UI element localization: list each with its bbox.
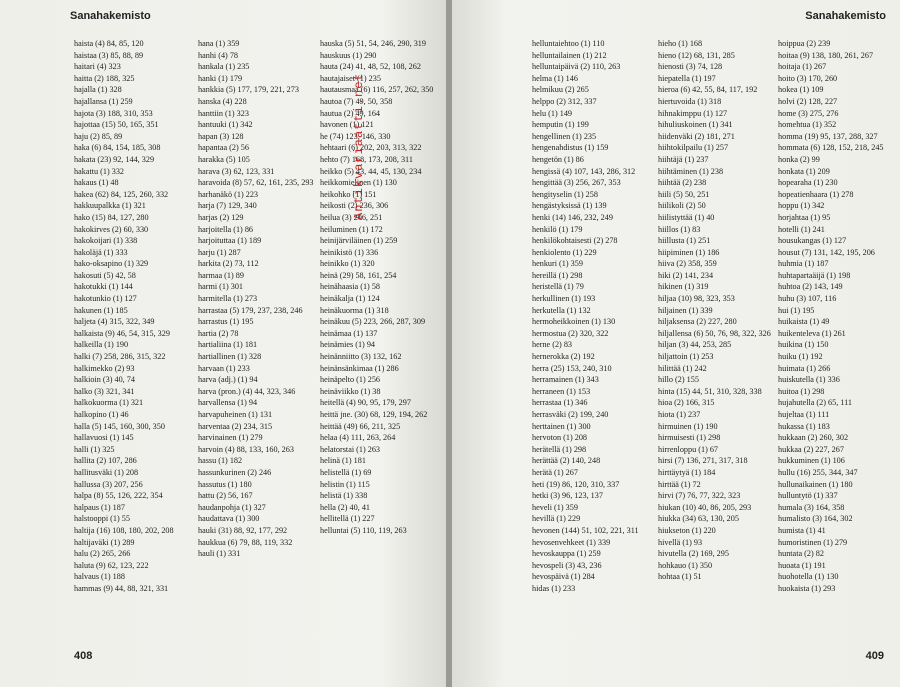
index-entry: hujeltaa (1) 111 (778, 410, 830, 419)
index-entry: herätellä (1) 298 (532, 444, 587, 454)
index-entry: hirrenloppu (1) 67 (658, 444, 719, 454)
index-entry: hiili (5) 50, 251 (658, 189, 710, 199)
index-entry: hiiva (2) 358, 359 (658, 259, 717, 269)
index-entry: hiukka (34) 63, 130, 205 (658, 514, 739, 524)
index-entry: hakata (23) 92, 144, 329 (74, 154, 155, 164)
index-entry: heinijärviläinen (1) 259 (320, 236, 398, 246)
index-entry: hehto (7) 168, 173, 208, 311 (320, 154, 413, 164)
index-entry: heilua (3) 206, 251 (320, 212, 383, 222)
index-entry: hiidenväki (2) 181, 271 (658, 131, 735, 141)
index-entry: halkokuorma (1) 321 (74, 398, 144, 408)
page-number-right: 409 (865, 650, 884, 662)
index-entry: hoitaja (1) 267 (778, 62, 827, 72)
index-entry: homma (19) 95, 137, 288, 327 (778, 131, 878, 141)
index-entry: heinäkalja (1) 124 (320, 294, 380, 304)
index-entry: heveli (1) 359 (532, 502, 578, 512)
index-entry: hehtaari (6) 202, 203, 313, 322 (320, 143, 422, 153)
index-entry: hirsi (7) 136, 271, 317, 318 (658, 456, 748, 466)
index-entry: helmikuu (2) 265 (532, 85, 589, 95)
index-entry: heikkomielinen (1) 130 (320, 178, 397, 188)
index-entry: heikosti (2) 236, 306 (320, 201, 389, 211)
index-entry: hullu (16) 255, 344, 347 (778, 467, 858, 477)
index-entry: hengästyksissä (1) 139 (532, 201, 607, 211)
index-entry: hopeatienhaara (1) 278 (778, 189, 854, 199)
index-entry: herrasväki (2) 199, 240 (532, 410, 609, 419)
index-entry: haju (2) 85, 89 (74, 131, 123, 141)
index-entry: hauli (1) 331 (198, 549, 241, 559)
index-entry: hevoskauppa (1) 259 (532, 549, 601, 559)
index-entry: hirmuinen (1) 190 (658, 421, 718, 431)
index-entry: hermostua (2) 320, 322 (532, 328, 609, 338)
index-entry: herne (2) 83 (532, 340, 573, 350)
index-entry: harkita (2) 73, 112 (198, 259, 259, 269)
index-entry: hienosti (3) 74, 128 (658, 62, 723, 72)
index-entry: helluntaiehtoo (1) 110 (532, 39, 605, 48)
index-entry: hereillä (1) 298 (532, 270, 583, 280)
index-entry: heti (19) 86, 120, 310, 337 (532, 479, 620, 489)
index-entry: housukangas (1) 127 (778, 236, 847, 246)
index-entry: hallita (2) 107, 286 (74, 456, 137, 466)
index-entry: hassunkurinen (2) 246 (198, 467, 272, 477)
index-entry: hautausmaa (6) 116, 257, 262, 350 (320, 85, 434, 95)
index-entry: honkata (1) 209 (778, 166, 830, 176)
index-entry: halpaus (1) 187 (74, 502, 125, 512)
index-entry: herrastaa (1) 346 (532, 398, 588, 408)
index-entry: hiepatella (1) 197 (658, 73, 716, 83)
index-entry: hakaus (1) 48 (74, 178, 119, 188)
index-entry: herättää (2) 140, 248 (532, 456, 601, 466)
index-entry: helistä (1) 338 (320, 491, 368, 501)
index-entry: haudanpohja (1) 327 (198, 502, 266, 512)
index-entry: heinä (29) 58, 161, 254 (320, 270, 397, 280)
index-entry: hellitellä (1) 227 (320, 514, 375, 524)
index-entry: hioa (2) 166, 315 (658, 398, 715, 408)
index-entry: halla (5) 145, 160, 300, 350 (74, 421, 165, 431)
index-entry: haravoida (8) 57, 62, 161, 235, 293 (198, 178, 314, 188)
index-entry: haitta (2) 188, 325 (74, 73, 135, 83)
index-entry: heinänsänkimaa (1) 286 (320, 363, 399, 373)
index-entry: hopearaha (1) 230 (778, 178, 838, 188)
index-column-6 (778, 38, 896, 595)
index-entry: hidas (1) 233 (532, 583, 576, 593)
index-entry: harventaa (2) 234, 315 (198, 421, 273, 431)
index-entry: hengittää (3) 256, 267, 353 (532, 178, 621, 188)
index-entry: halkaista (9) 46, 54, 315, 329 (74, 328, 170, 338)
index-entry: huitoa (1) 298 (778, 386, 825, 396)
running-head-right: Sanahakemisto (805, 10, 886, 22)
index-entry: hukkaa (2) 227, 267 (778, 444, 844, 454)
index-entry: heikko (5) 43, 44, 45, 130, 234 (320, 166, 422, 176)
index-entry: humoristinen (1) 279 (778, 537, 848, 547)
index-entry: heinikistö (1) 336 (320, 247, 379, 257)
index-entry: hinta (15) 44, 51, 310, 328, 338 (658, 386, 762, 396)
index-entry: helppo (2) 312, 337 (532, 96, 597, 106)
index-entry: harrastaa (5) 179, 237, 238, 246 (198, 305, 303, 315)
index-entry: hanttiin (1) 323 (198, 108, 249, 118)
index-entry: helluntai (5) 110, 119, 263 (320, 525, 407, 535)
right-page (452, 0, 900, 687)
index-entry: hajottaa (15) 50, 165, 351 (74, 120, 159, 130)
index-entry: humista (1) 41 (778, 525, 826, 535)
index-entry: hartiallinen (1) 328 (198, 352, 262, 362)
index-entry: halko (3) 321, 341 (74, 386, 135, 396)
index-entry: hiljaa (10) 98, 323, 353 (658, 294, 735, 304)
index-entry: hoito (3) 170, 260 (778, 73, 838, 83)
index-entry: harvinainen (1) 279 (198, 433, 263, 443)
index-entry: hantuuki (1) 342 (198, 120, 253, 130)
index-entry: harjas (2) 129 (198, 212, 244, 222)
index-entry: hihnakimppu (1) 127 (658, 108, 728, 118)
index-entry: herraneen (1) 153 (532, 386, 591, 396)
index-entry: hiilikoli (2) 50 (658, 201, 706, 211)
index-entry: helaa (4) 111, 263, 264 (320, 433, 396, 443)
index-entry: harhanäkö (1) 223 (198, 189, 259, 199)
index-entry: huikaista (1) 49 (778, 317, 830, 327)
index-entry: hoppu (1) 342 (778, 201, 825, 211)
index-entry: halli (1) 325 (74, 444, 115, 454)
index-entry: huikina (1) 150 (778, 340, 829, 350)
index-entry: hukkaan (2) 260, 302 (778, 433, 849, 443)
index-entry: herra (25) 153, 240, 310 (532, 363, 612, 373)
index-entry: harava (3) 62, 123, 331 (198, 166, 275, 176)
index-entry: harrastus (1) 195 (198, 317, 254, 327)
index-entry: halkeilla (1) 190 (74, 340, 129, 350)
index-entry: hengenahdistus (1) 159 (532, 143, 609, 153)
index-entry: hartialiina (1) 181 (198, 340, 258, 350)
index-entry: harmi (1) 301 (198, 282, 244, 292)
index-entry: haitari (4) 323 (74, 62, 121, 72)
index-column-1 (74, 38, 192, 595)
index-entry: harja (7) 129, 340 (198, 201, 257, 211)
index-entry: hirvi (7) 76, 77, 322, 323 (658, 491, 741, 501)
index-entry: heinäkuu (5) 223, 266, 287, 309 (320, 317, 426, 327)
index-entry: helma (1) 146 (532, 73, 578, 83)
index-entry: harmitella (1) 273 (198, 294, 258, 304)
index-entry: huimata (1) 266 (778, 363, 831, 373)
index-entry: haista (4) 84, 85, 120 (74, 39, 144, 48)
index-entry: haljeta (4) 315, 322, 349 (74, 317, 155, 327)
index-entry: hevospäivä (1) 284 (532, 572, 595, 582)
index-entry: huhmia (1) 187 (778, 259, 829, 269)
index-entry: hirmuisesti (1) 298 (658, 433, 721, 443)
index-column-5 (658, 38, 776, 583)
index-entry: heinämies (1) 94 (320, 340, 376, 350)
index-entry: hakokoijari (1) 338 (74, 236, 138, 246)
index-entry: hiihtäjä (1) 237 (658, 154, 709, 164)
index-entry: hiljattoin (1) 253 (658, 352, 714, 362)
index-entry: halpa (8) 55, 126, 222, 354 (74, 491, 163, 501)
index-entry: helistin (1) 115 (320, 479, 370, 489)
left-page (0, 0, 448, 687)
index-entry: hengityselin (1) 258 (532, 189, 598, 199)
index-entry: heinäkuorma (1) 318 (320, 305, 389, 315)
index-entry: hiertuvoida (1) 318 (658, 96, 722, 106)
index-entry: hirttää (1) 72 (658, 479, 701, 489)
index-entry: heinikko (1) 320 (320, 259, 375, 269)
index-entry: henki (14) 146, 232, 249 (532, 212, 613, 222)
index-entry: hui (1) 195 (778, 305, 815, 315)
index-entry: holvi (2) 128, 227 (778, 96, 838, 106)
index-entry: hauta (24) 41, 48, 52, 108, 262 (320, 62, 421, 72)
index-entry: henkiolento (1) 229 (532, 247, 597, 257)
index-entry: hapan (3) 128 (198, 131, 244, 141)
index-entry: hakea (62) 84, 125, 260, 332 (74, 189, 169, 199)
index-entry: heristellä (1) 79 (532, 282, 584, 292)
index-entry: hiljainen (1) 339 (658, 305, 713, 315)
index-entry: heinäpelto (1) 256 (320, 375, 381, 385)
index-entry: hiukseton (1) 220 (658, 525, 716, 535)
index-entry: hautua (2) 49, 164 (320, 108, 381, 118)
index-entry: hiota (1) 237 (658, 410, 701, 419)
index-entry: halvaus (1) 188 (74, 572, 125, 582)
index-entry: helluntailainen (1) 212 (532, 50, 607, 60)
index-entry: hetki (3) 96, 123, 137 (532, 491, 603, 501)
index-entry: hauska (5) 51, 54, 246, 290, 319 (320, 39, 426, 48)
index-entry: hivellä (1) 93 (658, 537, 703, 547)
index-entry: hujahutella (2) 65, 111 (778, 398, 852, 408)
index-column-3 (320, 38, 438, 537)
index-entry: hattu (2) 56, 167 (198, 491, 253, 501)
index-entry: huoata (1) 191 (778, 560, 826, 570)
index-entry: haka (6) 84, 154, 185, 308 (74, 143, 161, 153)
index-entry: hallavuosi (1) 145 (74, 433, 134, 443)
index-entry: hakosuti (5) 42, 58 (74, 270, 136, 280)
index-entry: helluntaipäivä (2) 110, 263 (532, 62, 621, 72)
index-entry: huiku (1) 192 (778, 352, 823, 362)
index-entry: harva (pron.) (4) 44, 323, 346 (198, 386, 296, 396)
index-entry: hakotunkio (1) 127 (74, 294, 137, 304)
index-entry: haltijaväki (1) 289 (74, 537, 135, 547)
index-entry: hilittää (1) 242 (658, 363, 707, 373)
index-entry: hivutella (2) 169, 295 (658, 549, 729, 559)
index-entry: harvoin (4) 88, 133, 160, 263 (198, 444, 294, 454)
index-entry: hernerokka (2) 192 (532, 352, 595, 362)
index-entry: hajallansa (1) 259 (74, 96, 133, 106)
index-entry: hiipiminen (1) 186 (658, 247, 720, 257)
index-entry: halki (7) 258, 286, 315, 322 (74, 352, 166, 362)
index-entry: halkimekko (2) 93 (74, 363, 135, 373)
index-entry: huntata (2) 82 (778, 549, 824, 559)
index-entry: haistaa (3) 85, 88, 89 (74, 50, 144, 60)
index-entry: hiljallensa (6) 50, 76, 98, 322, 326 (658, 328, 771, 338)
index-entry: honka (2) 99 (778, 154, 820, 164)
index-entry: hakunen (1) 185 (74, 305, 128, 315)
index-column-4 (532, 38, 650, 595)
index-entry: hautajaiset (1) 235 (320, 73, 381, 83)
index-entry: hajota (3) 188, 310, 353 (74, 108, 153, 118)
index-entry: halstooppi (1) 55 (74, 514, 130, 524)
index-entry: hiilistyttää (1) 40 (658, 212, 715, 222)
index-entry: hermoheikkoinen (1) 130 (532, 317, 616, 327)
index-entry: helatorstai (1) 263 (320, 444, 381, 454)
index-entry: hakkuupalkka (1) 321 (74, 201, 146, 211)
index-entry: humala (3) 164, 358 (778, 502, 845, 512)
index-entry: home (3) 275, 276 (778, 108, 839, 118)
index-entry: herkutella (1) 132 (532, 305, 591, 315)
index-entry: hohkauo (1) 350 (658, 560, 713, 570)
index-entry: hoippua (2) 239 (778, 39, 831, 48)
index-entry: hassu (1) 182 (198, 456, 243, 466)
index-entry: hiihtokilpailu (1) 257 (658, 143, 729, 153)
index-entry: heinähaasia (1) 58 (320, 282, 381, 292)
index-entry: heinämaa (1) 137 (320, 328, 378, 338)
index-entry: harjoitella (1) 86 (198, 224, 254, 234)
index-entry: hengetön (1) 86 (532, 154, 584, 164)
index-entry: haluta (9) 62, 123, 222 (74, 560, 149, 570)
index-entry: henkilökohtaisesti (2) 278 (532, 236, 618, 246)
index-entry: herätä (1) 267 (532, 467, 578, 477)
index-entry: heiluminen (1) 172 (320, 224, 383, 234)
index-entry: henkilö (1) 179 (532, 224, 583, 234)
index-entry: harmaa (1) 89 (198, 270, 244, 280)
index-entry: hiihtäminen (1) 238 (658, 166, 724, 176)
index-entry: hakokirves (2) 60, 330 (74, 224, 149, 234)
index-entry: huokaista (1) 293 (778, 583, 836, 593)
index-entry: hemputin (1) 199 (532, 120, 589, 130)
index-entry: hartia (2) 78 (198, 328, 239, 338)
index-entry: huiskutella (1) 336 (778, 375, 840, 385)
index-entry: hengellinen (1) 235 (532, 131, 597, 141)
index-column-2 (198, 38, 316, 560)
index-entry: haudattava (1) 300 (198, 514, 260, 524)
index-entry: humalisto (3) 164, 302 (778, 514, 853, 524)
index-entry: huhtoa (2) 143, 149 (778, 282, 843, 292)
index-entry: hevillä (1) 229 (532, 514, 581, 524)
index-entry: heinäviikko (1) 38 (320, 386, 381, 396)
index-entry: hauskuus (1) 290 (320, 50, 377, 60)
index-entry: huhtapartaäijä (1) 198 (778, 270, 851, 280)
index-entry: herkullinen (1) 193 (532, 294, 596, 304)
index-entry: hieroa (6) 42, 55, 84, 117, 192 (658, 85, 758, 95)
index-entry: helistellä (1) 69 (320, 467, 372, 477)
index-entry: halu (2) 265, 266 (74, 549, 131, 559)
index-entry: heitellä (4) 90, 95, 179, 297 (320, 398, 411, 408)
index-entry: hieno (12) 68, 131, 285 (658, 50, 735, 60)
index-entry: housut (7) 131, 142, 195, 206 (778, 247, 875, 257)
index-entry: hakotukki (1) 144 (74, 282, 133, 292)
index-entry: hirttäytyä (1) 184 (658, 467, 716, 477)
index-entry: hallussa (3) 207, 256 (74, 479, 143, 489)
index-entry: hanska (4) 228 (198, 96, 247, 106)
index-entry: harvaan (1) 233 (198, 363, 250, 373)
index-entry: harvallensa (1) 94 (198, 398, 258, 408)
index-entry: hotelli (1) 241 (778, 224, 825, 234)
index-entry: hana (1) 359 (198, 39, 240, 48)
index-entry: hankala (1) 235 (198, 62, 250, 72)
index-entry: hiihtää (2) 238 (658, 178, 707, 188)
index-entry: homehtua (1) 352 (778, 120, 837, 130)
index-entry: hihuliuskoinen (1) 341 (658, 120, 733, 130)
index-entry: harakka (5) 105 (198, 154, 250, 164)
index-entry: huhu (3) 107, 116 (778, 294, 837, 304)
index-entry: herttainen (1) 300 (532, 421, 591, 431)
index-entry: harvapuheinen (1) 131 (198, 410, 273, 419)
watermark: Antikvariaatti.net (352, 72, 366, 220)
index-entry: hakattu (1) 332 (74, 166, 125, 176)
index-entry: hallitusväki (1) 208 (74, 467, 139, 477)
index-entry: hevosenvehkeet (1) 339 (532, 537, 611, 547)
index-entry: hanki (1) 179 (198, 73, 243, 83)
index-entry: hassutus (1) 180 (198, 479, 252, 489)
index-entry: hervoton (1) 208 (532, 433, 588, 443)
index-entry: harju (1) 287 (198, 247, 241, 257)
index-entry: hankkia (5) 177, 179, 221, 273 (198, 85, 299, 95)
index-entry: helinä (1) 181 (320, 456, 366, 466)
index-entry: horjahtaa (1) 95 (778, 212, 831, 222)
index-entry: haltija (16) 108, 180, 202, 208 (74, 525, 174, 535)
index-entry: hako (15) 84, 127, 280 (74, 212, 149, 222)
index-entry: henkuri (1) 359 (532, 259, 583, 269)
index-entry: hoitaa (9) 138, 180, 261, 267 (778, 50, 874, 60)
index-entry: hiljaksensa (2) 227, 280 (658, 317, 737, 327)
index-entry: hapantaa (2) 56 (198, 143, 249, 153)
index-entry: hevospeli (3) 43, 236 (532, 560, 602, 570)
index-entry: hokea (1) 109 (778, 85, 824, 95)
index-entry: hajalla (1) 328 (74, 85, 122, 95)
index-entry: harva (adj.) (1) 94 (198, 375, 258, 385)
index-entry: hiljan (3) 44, 253, 285 (658, 340, 732, 350)
index-entry: heikohko (1) 151 (320, 189, 377, 199)
index-entry: haukkua (6) 79, 88, 119, 332 (198, 537, 293, 547)
index-entry: hukkuminen (1) 106 (778, 456, 845, 466)
index-entry: hiillusta (1) 251 (658, 236, 711, 246)
index-entry: hauki (31) 88, 92, 177, 292 (198, 525, 288, 535)
index-entry: hiukan (10) 40, 86, 205, 293 (658, 502, 752, 512)
index-entry: havonen (1) 121 (320, 120, 374, 130)
index-entry: hiillos (1) 83 (658, 224, 701, 234)
index-entry: huikenteleva (1) 261 (778, 328, 846, 338)
index-entry: heinänniitto (3) 132, 162 (320, 352, 402, 362)
index-entry: hullunaikainen (1) 180 (778, 479, 853, 489)
index-entry: halkopino (1) 46 (74, 410, 129, 419)
index-entry: hako-oksapino (1) 329 (74, 259, 149, 269)
index-entry: huohotella (1) 130 (778, 572, 839, 582)
index-entry: hengissä (4) 107, 143, 286, 312 (532, 166, 636, 176)
page-number-left: 408 (74, 650, 93, 662)
index-entry: hommata (6) 128, 152, 218, 245 (778, 143, 884, 153)
index-entry: hukassa (1) 183 (778, 421, 830, 431)
index-entry: halkioin (3) 40, 74 (74, 375, 135, 385)
index-entry: hella (2) 40, 41 (320, 502, 371, 512)
index-entry: hanhi (4) 78 (198, 50, 239, 60)
index-entry: he (74) 123, 146, 330 (320, 131, 391, 141)
index-entry: hautoa (7) 49, 50, 358 (320, 96, 393, 106)
index-entry: hammas (9) 44, 88, 321, 331 (74, 583, 169, 593)
index-entry: hakoläjä (1) 333 (74, 247, 128, 257)
index-entry: hieho (1) 168 (658, 39, 703, 48)
index-entry: hiki (2) 141, 234 (658, 270, 714, 280)
index-entry: hillo (2) 155 (658, 375, 699, 385)
index-entry: heittä jne. (30) 68, 129, 194, 262 (320, 410, 428, 419)
index-entry: harjoituttaa (1) 189 (198, 236, 262, 246)
index-entry: hikinen (1) 319 (658, 282, 709, 292)
running-head-left: Sanahakemisto (70, 10, 151, 22)
index-entry: heittää (49) 66, 211, 325 (320, 421, 401, 431)
index-entry: herramainen (1) 343 (532, 375, 599, 385)
index-entry: hohtaa (1) 51 (658, 572, 702, 582)
index-entry: hulluntytö (1) 337 (778, 491, 838, 501)
index-entry: hevonen (144) 51, 102, 221, 311 (532, 525, 639, 535)
index-entry: helu (1) 149 (532, 108, 573, 118)
